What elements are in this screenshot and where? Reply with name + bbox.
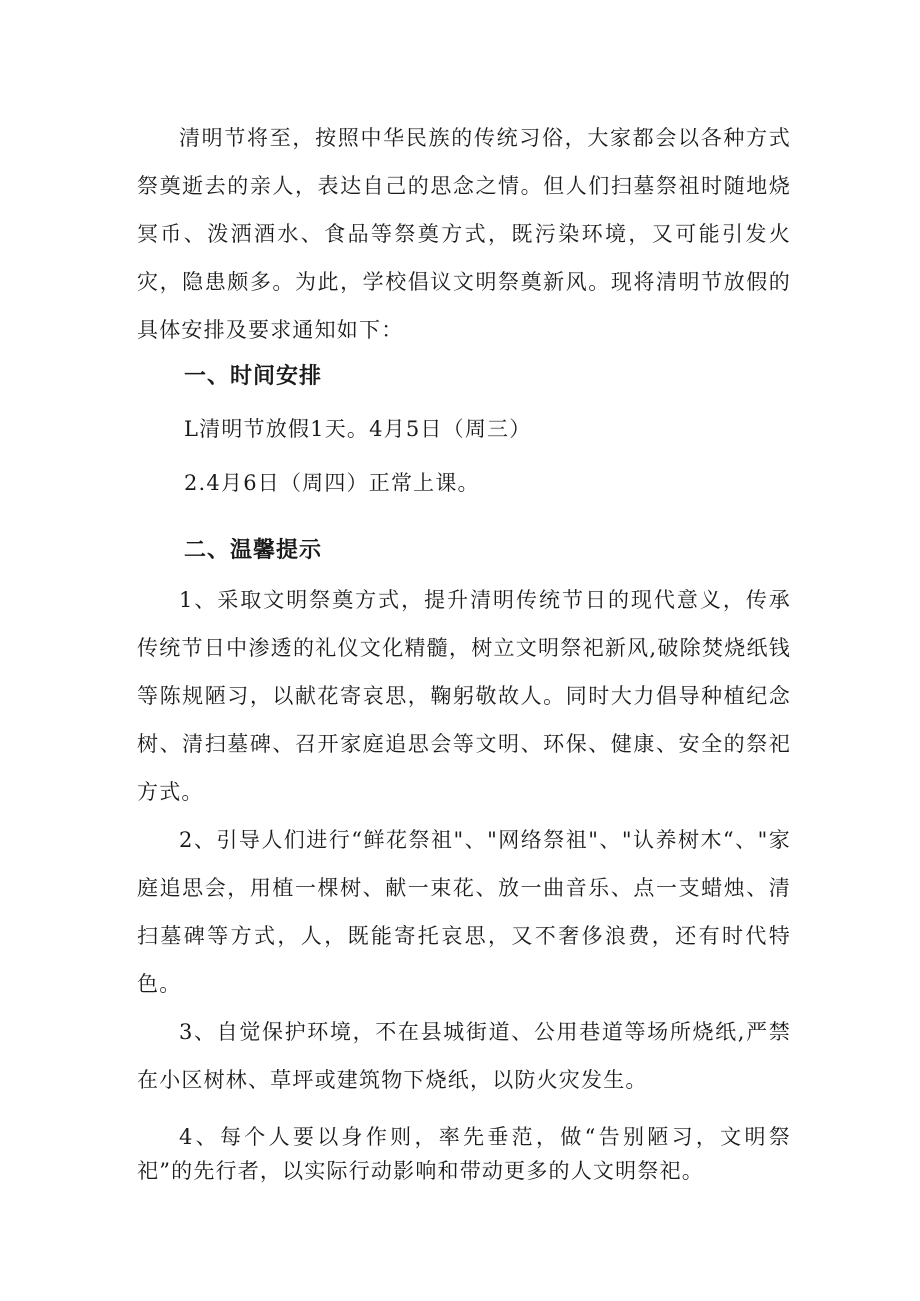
- section-heading-schedule: 一、时间安排: [184, 364, 323, 389]
- tip-paragraph-4: 4、每个人要以身作则，率先垂范，做“告别陋习，文明祭祀”的先行者，以实际行动影响和带动更多的人文明祭祀。: [137, 1125, 791, 1183]
- section-heading-tips: 二、温馨提示: [184, 538, 323, 563]
- tip-paragraph-3: 3、自觉保护环境，不在县城街道、公用巷道等场所烧纸,严禁在小区树林、草坪或建筑物下烧纸，以防火灾发生。: [137, 1020, 791, 1092]
- schedule-item-1: L清明节放假1天。4月5日（周三）: [184, 417, 532, 441]
- intro-paragraph: 清明节将至，按照中华民族的传统习俗，大家都会以各种方式祭奠逝去的亲人，表达自己的思念之情。但人们扫墓祭祖时随地烧冥币、泼洒酒水、食品等祭奠方式，既污染环境，又可能引发火灾，隐患颇多。为此，学校倡议文明祭奠新风。现将清明节放假的具体安排及要求通知如下：: [137, 126, 791, 342]
- schedule-item-2: 2.4月6日（周四）正常上课。: [184, 471, 480, 495]
- tip-paragraph-2: 2、引导人们进行“鲜花祭祖"、"网络祭祖"、"认养树木“、"家庭追思会，用植一棵树、献一束花、放一曲音乐、点一支蜡烛、清扫墓碑等方式，人，既能寄托哀思，又不奢侈浪费，还有时代特色。: [137, 828, 791, 996]
- tip-paragraph-1: 1、采取文明祭奠方式，提升清明传统节日的现代意义，传承传统节日中渗透的礼仪文化精髓，树立文明祭祀新风,破除焚烧纸钱等陈规陋习，以献花寄哀思，鞠躬敬故人。同时大力倡导种植纪念树、清扫墓碑、召开家庭追思会等文明、环保、健康、安全的祭祀方式。: [137, 588, 791, 804]
